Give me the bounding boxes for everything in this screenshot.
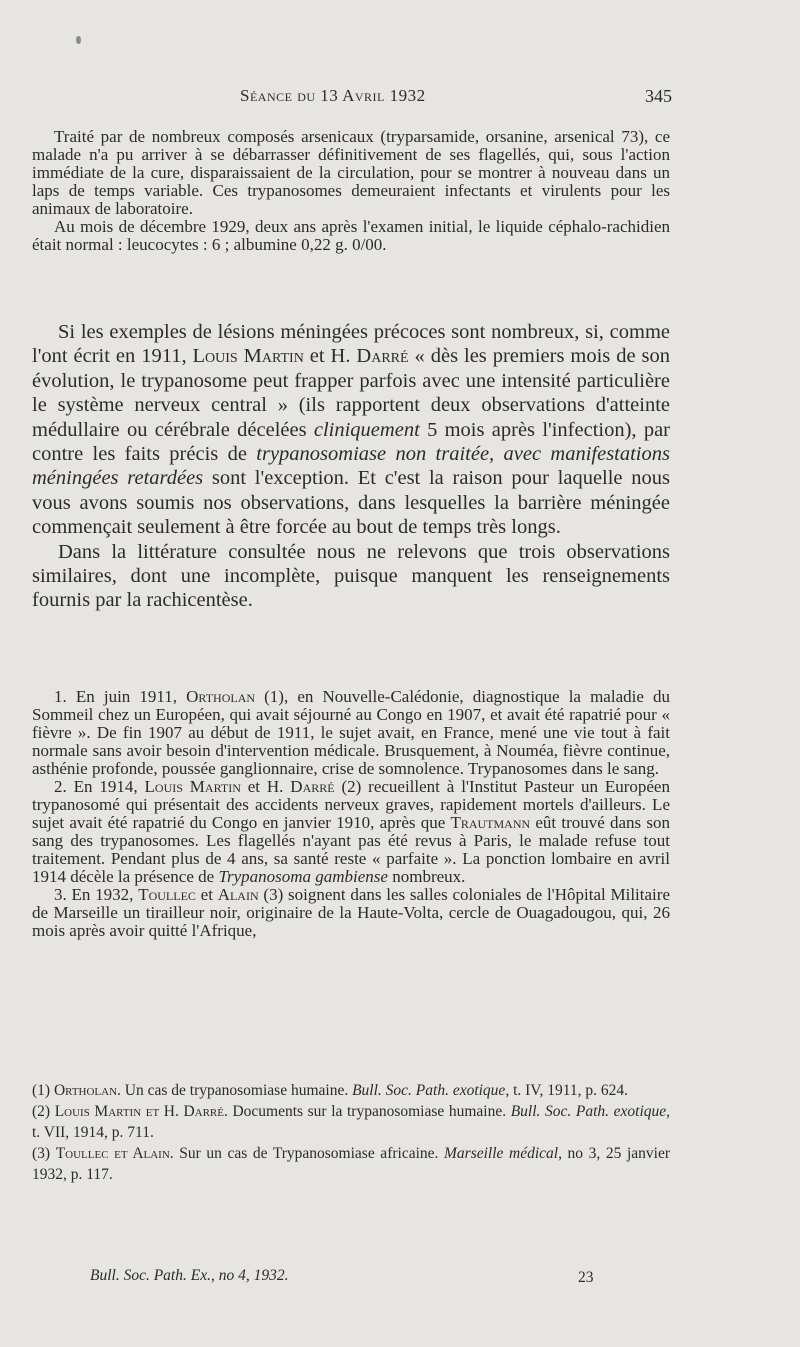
- text-run: sont l'exception. Et c'est la raison pour laquelle nous vous avons soumis nos observations, dans lesquelles la barrière méningée commençait seulement à être forcée au bout de temps très longs.: [32, 467, 670, 539]
- text-run: 5 mois après l'infection), par contre les faits précis de: [32, 418, 671, 466]
- text-run: . Documents sur la trypanosomiase humaine.: [223, 1103, 511, 1120]
- author-name: H. Darré: [266, 777, 335, 796]
- footnote-number: (2): [32, 1103, 51, 1120]
- text-run: 2. En 1914,: [54, 777, 145, 796]
- main-paragraph-2: Dans la littérature consultée nous ne relevons que trois observations similaires, dont une incomplète, puisque manquent les renseignements fournis par la rachicentèse.: [32, 540, 670, 612]
- author-name: Toullec et Alain: [55, 1145, 170, 1162]
- emphasis: Trypanosoma gambiense: [218, 867, 388, 886]
- author-name: Louis Martin: [144, 777, 241, 796]
- footnote-number: (3): [32, 1145, 51, 1162]
- text-run: « dès les premiers mois de son évolution, le trypanosome peut frapper parfois avec une intensité particulière le système nerveux central » (ils rapportent deux observations d'atteinte médullaire ou cérébrale décelées: [32, 345, 671, 441]
- main-paragraph-1: [32, 320, 670, 540]
- text-run: (2) recueillent à l'Institut Pasteur un Européen trypanosomé qui présentait des accidents nerveux graves, rapidement mortels d'ailleurs. Le sujet avait été rapatrié du Congo en janvier 1910, après que: [32, 777, 670, 832]
- journal-reference: Bull. Soc. Path. Ex., no 4, 1932.: [90, 1267, 289, 1284]
- author-name: Toullec: [138, 885, 196, 904]
- author-name: Louis Martin et H. Darré: [54, 1103, 224, 1120]
- text-run: 1. En juin 1911,: [54, 687, 187, 706]
- intro-paragraph-1: Traité par de nombreux composés arsenicaux (tryparsamide, orsanine, arsenical 73), ce malade n'a pu arriver à se débarrasser définitivement de ses flagellés, qui, sous l'action immédiate de la cure, disparaissaient de la circulation, pour se montrer à nouveau dans un laps de temps variable. Ces trypanosomes demeuraient infectants et virulents pour les animaux de laboratoire.: [32, 127, 670, 218]
- intro-section: [32, 128, 670, 254]
- footnote-2: [32, 1101, 670, 1143]
- author-name: Ortholan: [53, 1082, 118, 1099]
- text-run: eût trouvé dans son sang des trypanosomes. Les flagellés n'ayant pas été revus à Paris, le malade refuse tout traitement. Pendant plus de 4 ans, sa santé reste « parfaite ». La ponction lombaire en avril 1914 décèle la présence de: [32, 813, 670, 886]
- emphasis: Marseille médical: [444, 1145, 559, 1162]
- text-run: , no 3, 25 janvier 1932, p. 117.: [32, 1145, 670, 1183]
- text-run: et: [303, 345, 331, 368]
- author-name: H. Darré: [330, 345, 409, 368]
- case-2: [32, 778, 670, 886]
- emphasis: Bull. Soc. Path. exotique: [510, 1103, 667, 1120]
- text-run: et: [240, 777, 267, 796]
- text-run: Si les exemples de lésions méningées précoces sont nombreux, si, comme l'ont écrit en 1911,: [32, 321, 670, 368]
- header-title-prefix: Séance du: [240, 86, 316, 105]
- running-header: [0, 86, 800, 116]
- emphasis: cliniquement: [313, 418, 420, 441]
- text-run: (3) soignent dans les salles coloniales de l'Hôpital Militaire de Marseille un tirailleur noir, originaire de la Haute-Volta, cercle de Ouagadougou, qui, 26 mois après avoir quitté l'Afrique,: [32, 885, 670, 940]
- header-title: [240, 86, 426, 106]
- footnotes: [32, 1080, 670, 1185]
- author-name: Alain: [217, 885, 259, 904]
- signature-mark: 23: [578, 1269, 594, 1286]
- cases-section: [32, 688, 670, 940]
- text-run: 3. En 1932,: [54, 885, 139, 904]
- text-run: nombreux.: [387, 867, 466, 886]
- text-run: . Sur un cas de Trypanosomiase africaine.: [169, 1145, 444, 1162]
- text-run: (1), en Nouvelle-Calédonie, diagnostique la maladie du Sommeil chez un Européen, qui avait séjourné au Congo en 1907, et avait été rapatrié pour « fièvre ». De fin 1907 au début de 1911, le sujet avait, en France, mené une vie tout à fait normale sans avoir besoin d'intervention médicale. Brusquement, à Nouméa, fièvre continue, asthénie profonde, poussée ganglionnaire, crise de somnolence. Trypanosomes dans le sang.: [32, 687, 671, 778]
- header-title-date: 13 Avril 1932: [320, 86, 426, 105]
- page-footer: [0, 1267, 800, 1291]
- author-name: Trautmann: [450, 813, 531, 832]
- author-name: Louis Martin: [192, 345, 304, 368]
- text-run: . Un cas de trypanosomiase humaine.: [117, 1082, 353, 1099]
- ink-smudge: [76, 36, 81, 44]
- main-section: [32, 320, 670, 613]
- case-3: [32, 886, 670, 940]
- emphasis: Bull. Soc. Path. exotique: [352, 1082, 506, 1099]
- text-run: et: [195, 885, 218, 904]
- footnote-number: (1): [32, 1082, 51, 1099]
- author-name: Ortholan: [186, 687, 256, 706]
- text-run: , t. VII, 1914, p. 711.: [32, 1103, 671, 1141]
- page-number: 345: [645, 86, 672, 106]
- footnote-3: [32, 1143, 670, 1185]
- footnote-1: [32, 1080, 670, 1101]
- emphasis: trypanosomiase non traitée, avec manifestations méningées retardées: [32, 443, 670, 490]
- text-run: , t. IV, 1911, p. 624.: [505, 1082, 629, 1099]
- intro-paragraph-2: Au mois de décembre 1929, deux ans après l'examen initial, le liquide céphalo-rachidien était normal : leucocytes : 6 ; albumine 0,22 g. 0/00.: [32, 217, 670, 254]
- case-1: [32, 688, 670, 778]
